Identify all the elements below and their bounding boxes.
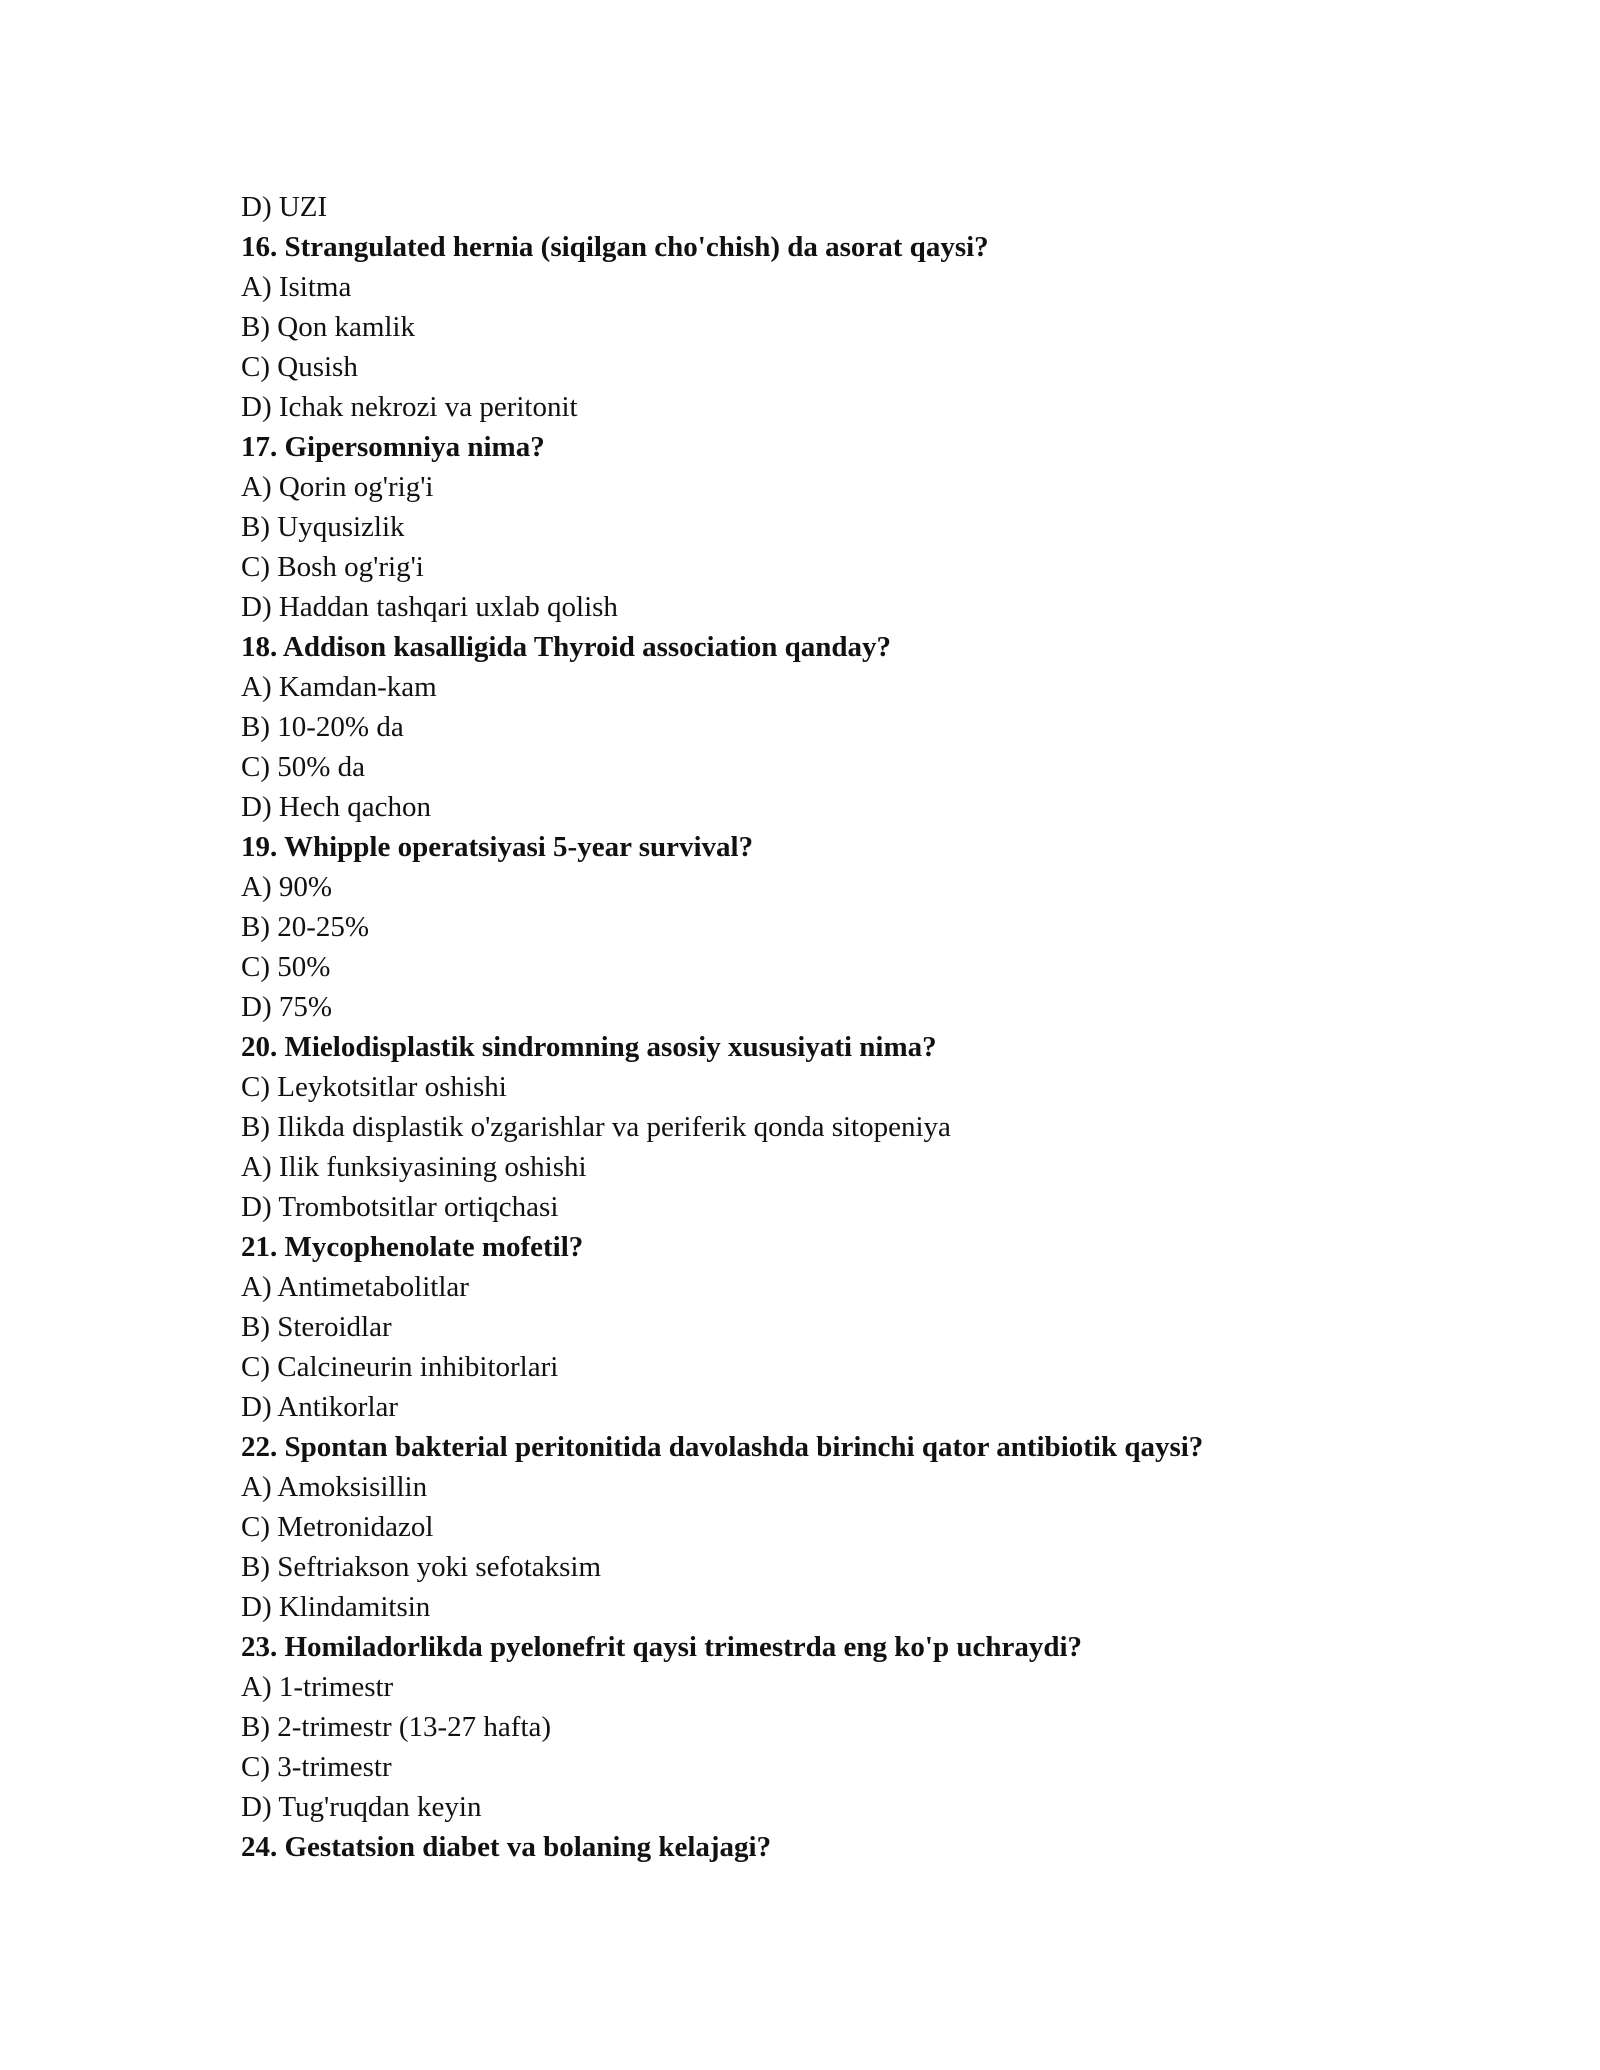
option-b-21: B) Steroidlar xyxy=(241,1311,392,1343)
option-d-19: D) 75% xyxy=(241,991,333,1023)
option-a-16: A) Isitma xyxy=(241,271,352,303)
option-b-18: B) 10-20% da xyxy=(241,711,404,743)
option-d-21: D) Antikorlar xyxy=(241,1391,399,1423)
option-d-15: D) UZI xyxy=(241,191,328,223)
option-a-19: A) 90% xyxy=(241,871,333,903)
question-21: 21. Mycophenolate mofetil? xyxy=(241,1231,584,1263)
option-d-23: D) Tug'ruqdan keyin xyxy=(241,1791,482,1823)
option-a-20: A) Ilik funksiyasining oshishi xyxy=(241,1151,587,1183)
option-d-22: D) Klindamitsin xyxy=(241,1591,431,1623)
question-17: 17. Gipersomniya nima? xyxy=(241,431,545,463)
question-20: 20. Mielodisplastik sindromning asosiy xususiyati nima? xyxy=(241,1031,937,1063)
option-c-23: C) 3-trimestr xyxy=(241,1751,392,1783)
question-19: 19. Whipple operatsiyasi 5-year survival? xyxy=(241,831,754,863)
question-22: 22. Spontan bakterial peritonitida davolashda birinchi qator antibiotik qaysi? xyxy=(241,1431,1204,1463)
option-a-23: A) 1-trimestr xyxy=(241,1671,394,1703)
option-a-18: A) Kamdan-kam xyxy=(241,671,437,703)
option-c-20: C) Leykotsitlar oshishi xyxy=(241,1071,507,1103)
question-16: 16. Strangulated hernia (siqilgan cho'chish) da asorat qaysi? xyxy=(241,231,989,263)
question-18: 18. Addison kasalligida Thyroid association qanday? xyxy=(241,631,892,663)
option-c-17: C) Bosh og'rig'i xyxy=(241,551,424,583)
option-d-20: D) Trombotsitlar ortiqchasi xyxy=(241,1191,559,1223)
option-a-17: A) Qorin og'rig'i xyxy=(241,471,434,503)
option-c-22: C) Metronidazol xyxy=(241,1511,434,1543)
option-b-20: B) Ilikda displastik o'zgarishlar va periferik qonda sitopeniya xyxy=(241,1111,951,1143)
option-c-21: C) Calcineurin inhibitorlari xyxy=(241,1351,559,1383)
question-list xyxy=(241,187,1441,1867)
option-c-18: C) 50% da xyxy=(241,751,366,783)
option-b-19: B) 20-25% xyxy=(241,911,370,943)
option-d-17: D) Haddan tashqari uxlab qolish xyxy=(241,591,618,623)
option-a-22: A) Amoksisillin xyxy=(241,1471,428,1503)
question-23: 23. Homiladorlikda pyelonefrit qaysi trimestrda eng ko'p uchraydi? xyxy=(241,1631,1083,1663)
option-b-23: B) 2-trimestr (13-27 hafta) xyxy=(241,1711,552,1743)
option-c-19: C) 50% xyxy=(241,951,331,983)
option-b-16: B) Qon kamlik xyxy=(241,311,415,343)
option-d-16: D) Ichak nekrozi va peritonit xyxy=(241,391,578,423)
option-b-22: B) Seftriakson yoki sefotaksim xyxy=(241,1551,602,1583)
option-d-18: D) Hech qachon xyxy=(241,791,432,823)
question-24: 24. Gestatsion diabet va bolaning kelajagi? xyxy=(241,1831,772,1863)
option-b-17: B) Uyqusizlik xyxy=(241,511,405,543)
option-c-16: C) Qusish xyxy=(241,351,358,383)
option-a-21: A) Antimetabolitlar xyxy=(241,1271,469,1303)
